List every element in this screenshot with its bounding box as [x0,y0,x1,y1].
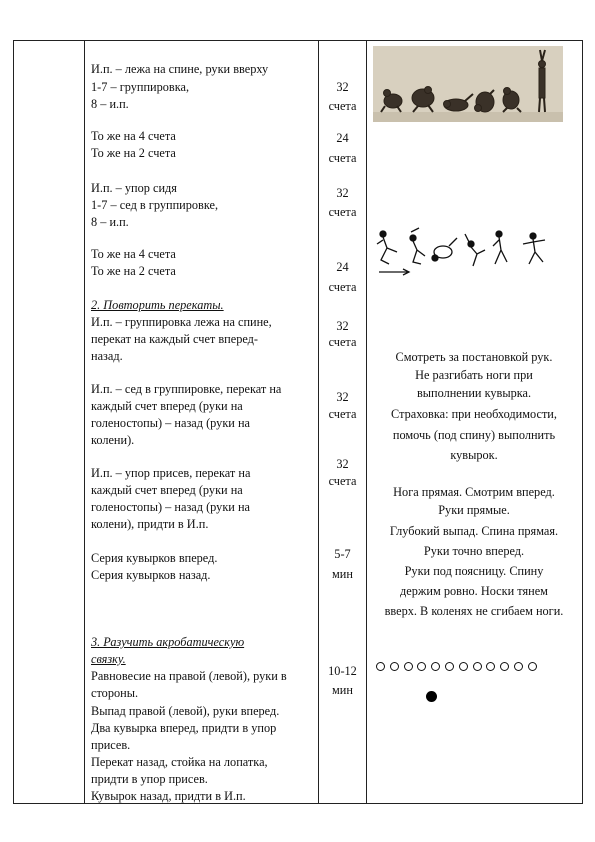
exercise-line: колени). [91,433,135,447]
note-line: держим ровно. Носки тянем [400,584,548,598]
student-marker [376,662,385,671]
exercise-line: придти в упор присев. [91,772,208,786]
note-line: Руки прямые. [438,503,510,517]
dosage-unit: мин [332,567,353,581]
dosage-unit: счета [328,335,357,349]
student-marker [500,662,509,671]
section-heading: 2. Повторить перекаты. [91,298,224,312]
exercise-line: То же на 4 счета [91,247,176,261]
section-heading: 3. Разучить акробатическую [91,635,245,649]
exercise-line: 8 – и.п. [91,215,129,229]
student-marker [528,662,537,671]
note-line: Руки точно вперед. [423,544,525,558]
dosage-value: 32 [336,186,349,200]
exercise-line: И.п. – упор присев, перекат на [91,466,251,480]
student-marker [390,662,399,671]
dosage-value: 32 [336,319,349,333]
student-marker [514,662,523,671]
exercise-line: 1-7 – сед в группировке, [91,198,219,212]
exercise-line: голеностопы) – назад (руки на [91,500,250,514]
note-line: кувырок. [450,448,498,462]
student-marker [473,662,482,671]
dosage-unit: счета [328,205,357,219]
back-roll-sequence-icon [373,224,563,276]
formation-diagram [373,660,573,710]
note-line: вверх. В коленях не сгибаем ноги. [384,604,564,618]
exercise-line: Два кувырка вперед, придти в упор [91,721,277,735]
exercise-line: И.п. – упор сидя [91,181,177,195]
exercise-line: стороны. [91,686,139,700]
student-marker [459,662,468,671]
note-line: Нога прямая. Смотрим вперед. [393,485,555,499]
exercise-line: То же на 2 счета [91,146,176,160]
dosage-value: 24 [336,260,349,274]
exercise-line: колени), придти в И.п. [91,517,209,531]
exercise-line: 8 – и.п. [91,97,129,111]
exercise-line: Серия кувырков вперед. [91,551,218,565]
note-line: помочь (под спину) выполнить [392,428,556,442]
note-line: Страховка: при необходимости, [391,407,557,421]
dosage-unit: счета [328,280,357,294]
student-marker [417,662,426,671]
note-line: выполнении кувырка. [416,386,532,400]
student-marker [404,662,413,671]
exercise-line: голеностопы) – назад (руки на [91,416,250,430]
exercise-line: Выпад правой (левой), руки вперед. [91,704,280,718]
dosage-value: 32 [336,390,349,404]
exercise-line: назад. [91,349,123,363]
dosage-unit: счета [328,407,357,421]
exercise-line: Кувырок назад, придти в И.п. [91,789,246,803]
photo-roll-sequence [373,46,563,122]
table-border-top [13,40,583,41]
dosage-unit: счета [328,99,357,113]
dosage-value: 32 [336,80,349,94]
exercise-line: И.п. – сед в группировке, перекат на [91,382,282,396]
exercise-line: перекат на каждый счет вперед- [91,332,258,346]
dosage-value: 24 [336,131,349,145]
exercise-line: И.п. – группировка лежа на спине, [91,315,272,329]
exercise-line: каждый счет вперед (руки на [91,483,243,497]
table-border-right [582,40,583,804]
dosage-value: 10-12 [328,664,357,678]
exercise-line: То же на 2 счета [91,264,176,278]
dosage-unit: счета [328,474,357,488]
drawing-back-roll-sequence [373,224,563,276]
student-marker [431,662,440,671]
dosage-value: 5-7 [334,547,351,561]
teacher-marker [426,691,437,702]
student-marker [445,662,454,671]
exercise-line: Равновесие на правой (левой), руки в [91,669,287,683]
exercise-line: И.п. – лежа на спине, руки вверху [91,62,269,76]
exercise-line: каждый счет вперед (руки на [91,399,243,413]
exercise-line: присев. [91,738,131,752]
section-heading: связку. [91,652,126,666]
exercise-line: Серия кувырков назад. [91,568,211,582]
note-line: Глубокий выпад. Спина прямая. [389,524,559,538]
student-marker [486,662,495,671]
exercise-line: Перекат назад, стойка на лопатка, [91,755,268,769]
note-line: Смотреть за постановкой рук. [395,350,553,364]
roll-sequence-figures [373,46,563,122]
note-line: Руки под поясницу. Спину [404,564,544,578]
dosage-value: 32 [336,457,349,471]
exercise-line: 1-7 – группировка, [91,80,190,94]
table-border-left [13,40,14,804]
col-divider-1 [84,40,85,804]
dosage-unit: счета [328,151,357,165]
exercise-line: То же на 4 счета [91,129,176,143]
note-line: Не разгибать ноги при [415,368,533,382]
dosage-unit: мин [332,683,353,697]
